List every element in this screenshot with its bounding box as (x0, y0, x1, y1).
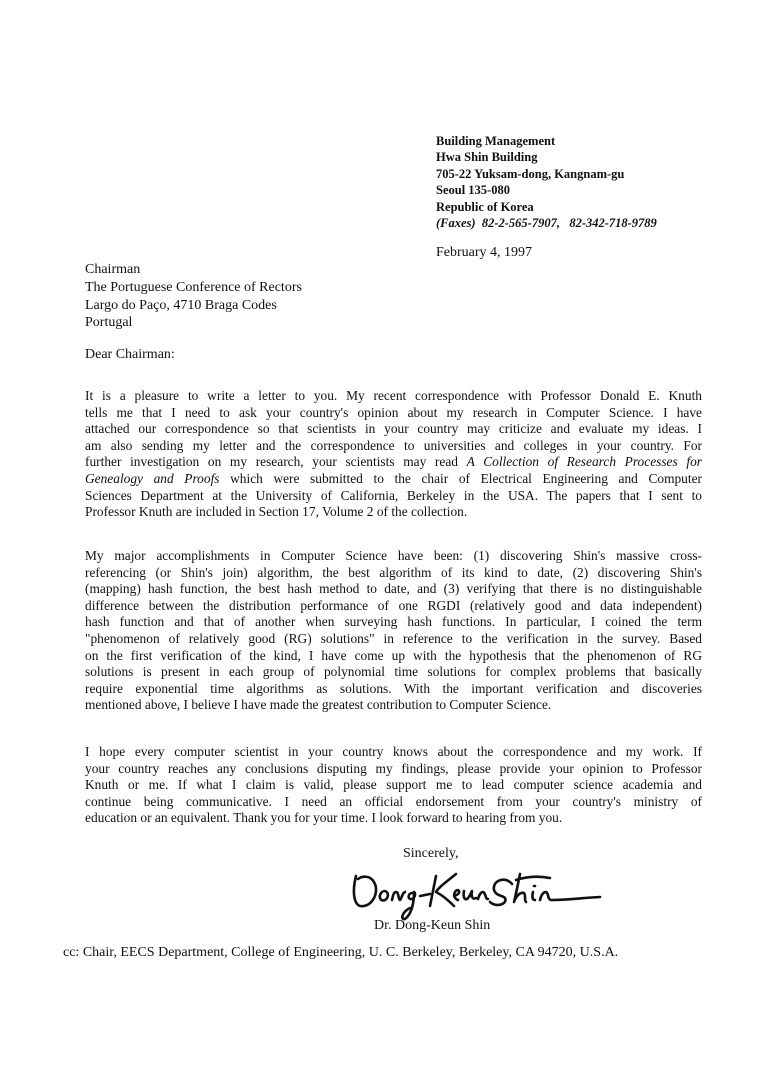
paragraph-line: attached our correspondence so that scientists in your country may criticize and evaluate my ideas. I (85, 421, 702, 437)
paragraph-line: continue being communicative. I need an official endorsement from your country's ministry of (85, 793, 702, 809)
book-title-part-2: Genealogy and Proofs (85, 470, 220, 486)
paragraph-line (85, 454, 702, 471)
paragraph-line: hash function and that of another when surveying hash functions. In particular, I coined the term (85, 614, 702, 630)
paragraph-line: education or an equivalent. Thank you for your time. I look forward to hearing from you. (85, 810, 563, 826)
paragraph-line: require exponential time algorithms as solutions. With the important verification and discoveries (85, 680, 702, 696)
recipient-line: Largo do Paço, 4710 Braga Codes (85, 297, 277, 313)
paragraph-line: Professor Knuth are included in Section 17, Volume 2 of the collection. (85, 504, 468, 520)
paragraph-text: which were submitted to the chair of Electrical Engineering and Computer (219, 470, 703, 486)
closing: Sincerely, (403, 846, 459, 861)
sender-line: Seoul 135-080 (436, 183, 510, 198)
cc-line: cc: Chair, EECS Department, College of Engineering, U. C. Berkeley, Berkeley, CA 94720, U.S.A. (63, 945, 619, 960)
book-title-part-1: A Collection of Research Processes for (466, 454, 702, 470)
body-paragraph-2 (85, 548, 702, 714)
paragraph-line (85, 471, 702, 488)
paragraph-line: Sciences Department at the University of California, Berkeley in the USA. The papers that I sent to (85, 487, 702, 503)
letter-date: February 4, 1997 (436, 245, 533, 260)
paragraph-line: (mapping) hash function, the best hash method to date, and (3) verifying that there is no distinguishable (85, 581, 702, 597)
body-paragraph-1 (85, 388, 702, 521)
paragraph-line: It is a pleasure to write a letter to you. My recent correspondence with Professor Donald E. Knuth (85, 388, 702, 403)
paragraph-line: Knuth or me. If what I claim is valid, please support me to lead computer science academia and (85, 777, 702, 793)
paragraph-line: your country reaches any conclusions disputing my findings, please provide your opinion to Professor (85, 760, 702, 776)
paragraph-line: "phenomenon of relatively good (RG) solutions" in reference to the verification in the survey. Based (85, 630, 702, 646)
sender-fax-numbers: (Faxes) 82-2-565-7907, 82-342-718-9789 (436, 216, 657, 231)
salutation: Dear Chairman: (85, 347, 175, 362)
paragraph-line: My major accomplishments in Computer Science have been: (1) discovering Shin's massive cross- (85, 548, 702, 563)
sender-line: Republic of Korea (436, 199, 534, 214)
paragraph-line: on the first verification of the kind, I have come up with the hypothesis that the phenomenon of RG (85, 647, 702, 663)
sender-line: Hwa Shin Building (436, 150, 538, 165)
paragraph-text: further investigation on my research, your scientists may read (85, 454, 467, 470)
recipient-address-block (85, 261, 302, 332)
paragraph-line: mentioned above, I believe I have made the greatest contribution to Computer Science. (85, 697, 552, 713)
paragraph-line: I hope every computer scientist in your country knows about the correspondence and my work. If (85, 744, 702, 759)
recipient-line: Portugal (85, 315, 133, 331)
signer-name: Dr. Dong-Keun Shin (374, 918, 491, 933)
sender-line: 705-22 Yuksam-dong, Kangnam-gu (436, 166, 625, 181)
recipient-line: The Portuguese Conference of Rectors (85, 279, 302, 295)
recipient-line: Chairman (85, 262, 141, 277)
sender-line: Building Management (436, 134, 556, 148)
paragraph-line: solutions is present in each group of polynomial time solutions for complex problems that basically (85, 664, 702, 680)
paragraph-line: difference between the distribution performance of one RGDI (relatively good and data independent) (85, 597, 702, 613)
sender-address-block (436, 133, 657, 231)
paragraph-line: am also sending my letter and the correspondence to universities and colleges in your country. For (85, 437, 702, 453)
paragraph-line: referencing (or Shin's join) algorithm, the best algorithm of its kind to date, (2) discovering Shin's (85, 564, 702, 580)
handwritten-signature (350, 862, 610, 922)
body-paragraph-3 (85, 744, 702, 827)
paragraph-line: tells me that I need to ask your country's opinion about my research in Computer Science. I have (85, 404, 702, 420)
